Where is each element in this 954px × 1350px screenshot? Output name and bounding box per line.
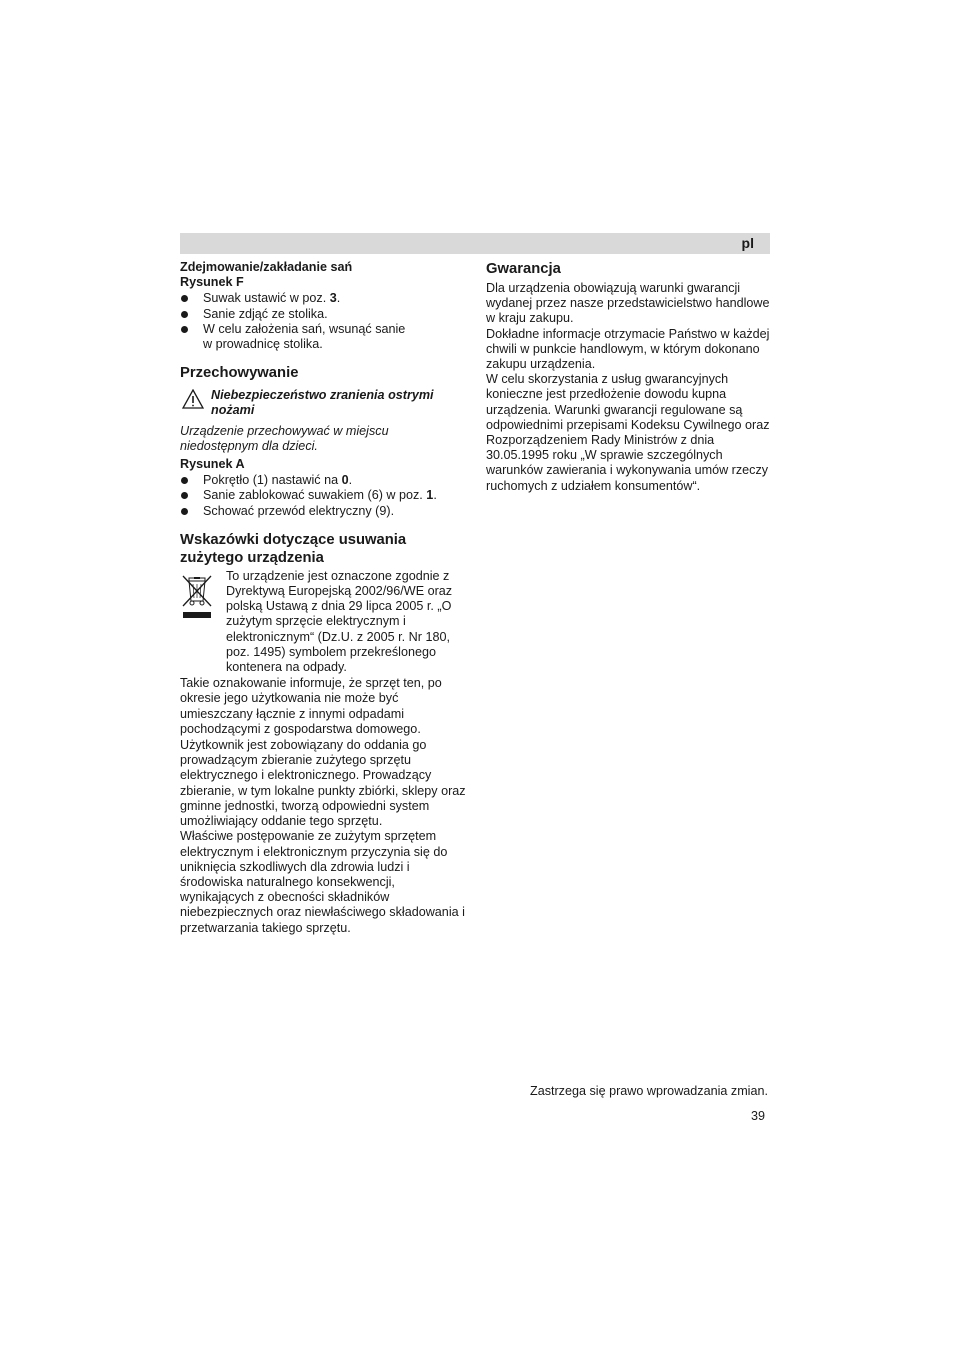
header-bar [180, 233, 770, 254]
section-title-sled: Zdejmowanie/zakładanie sań [180, 260, 353, 274]
list-item: Schować przewód elektryczny (9). [180, 504, 470, 519]
list-item: Pokrętło (1) nastawić na 0. [180, 473, 470, 488]
crossed-bin-icon [180, 571, 214, 619]
warning-block [180, 388, 470, 418]
right-column [486, 260, 771, 494]
warning-text: Niebezpieczeństwo zranienia ostrymi nożami [211, 388, 434, 418]
list-item: Suwak ustawić w poz. 3. [180, 291, 470, 306]
warranty-paragraph: W celu skorzystania z usług gwarancyjnych konieczne jest przedłożenie dowodu kupna urządzenia. Warunki gwarancji regulowane są odpowiednimi przepisami Kodeksu Cywilnego oraz Rozporządzeniem Rady Ministrów z dnia 30.05.1995 roku „W sprawie szczególnych warunków zawierania i wykonywania umów rzeczy ruchomych z udziałem konsumentów“. [486, 372, 770, 493]
left-column [180, 260, 470, 936]
weee-text: To urządzenie jest oznaczone zgodnie z Dyrektywą Europejską 2002/96/WE oraz polską Ustawą z dnia 29 lipca 2005 r. „O zużytym sprzęcie elektrycznym i elektronicznym“ (Dz.U. z 2005 r. Nr 180, poz. 1495) symbolem przekreślonego kontenera na odpady. [226, 568, 453, 675]
list-item: W celu założenia sań, wsunąć sanie w prowadnicę stolika. [180, 322, 470, 352]
warranty-paragraph: Dokładne informacje otrzymacie Państwo w każdej chwili w punkcie handlowym, w którym dokonano zakupu urządzenia. [486, 326, 770, 372]
disposal-paragraph: Użytkownik jest zobowiązany do oddania go prowadzącym zbieranie zużytego sprzętu elektrycznego i elektronicznego. Prowadzący zbieranie, w tym lokalne punkty zbiórki, sklepy oraz gminne jednostki, tworzą odpowiedni system umożliwiający oddanie tego sprzętu. [180, 738, 466, 829]
sled-steps [180, 291, 470, 352]
storage-note: Urządzenie przechowywać w miejscu niedostępnym dla dzieci. [180, 423, 389, 453]
footer-note: Zastrzega się prawo wprowadzania zmian. [530, 1084, 768, 1098]
storage-steps [180, 473, 470, 519]
figure-ref-a: Rysunek A [180, 457, 245, 472]
disposal-paragraph: Takie oznakowanie informuje, że sprzęt ten, po okresie jego użytkowania nie może być umieszczany łącznie z innymi odpadami pochodzącymi z gospodarstwa domowego. [180, 676, 442, 736]
list-item: Sanie zdjąć ze stolika. [180, 307, 470, 322]
page-number: 39 [750, 1109, 765, 1123]
section-title-storage: Przechowywanie [180, 365, 299, 382]
disposal-paragraph: Właściwe postępowanie ze zużytym sprzętem elektrycznym i elektronicznym przyczynia się do uniknięcia szkodliwych dla zdrowia ludzi i środowiska naturalnego konsekwencji, wynikających z obecności składników niebezpiecznych oraz niewłaściwego składowania i przetwarzania takiego sprzętu. [180, 829, 465, 935]
section-title-warranty: Gwarancja [486, 261, 561, 277]
list-item: Sanie zablokować suwakiem (6) w poz. 1. [180, 488, 470, 503]
figure-ref-f: Rysunek F [180, 275, 244, 290]
warranty-paragraph: Dla urządzenia obowiązują warunki gwarancji wydanej przez nasze przedstawicielstwo handlowe w kraju zakupu. [486, 281, 770, 326]
warning-triangle-icon [182, 389, 204, 409]
weee-block [180, 569, 470, 675]
section-title-disposal: Wskazówki dotyczące usuwania zużytego urządzenia [180, 531, 407, 566]
language-label: pl [741, 235, 754, 251]
